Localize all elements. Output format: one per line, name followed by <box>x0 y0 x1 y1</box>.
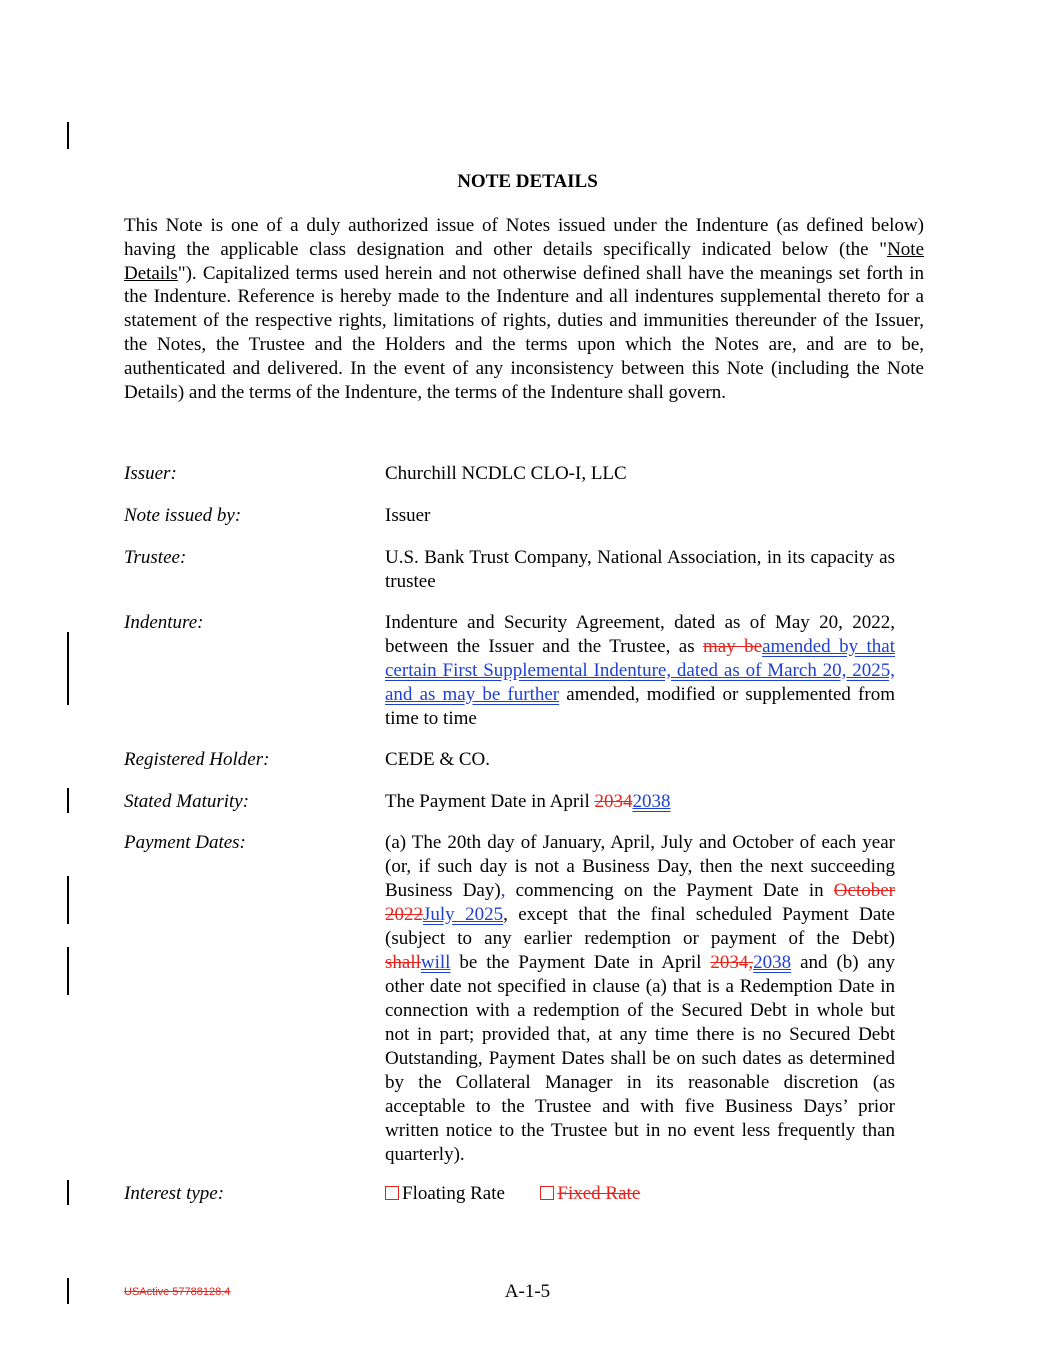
deletion: 2034 <box>594 791 633 812</box>
field-label: Trustee: <box>124 547 187 568</box>
insertion: 2038 <box>632 791 671 812</box>
field-value: Churchill NCDLC CLO-I, LLC <box>385 463 627 484</box>
field-label: Interest type: <box>124 1183 225 1204</box>
defined-term: Note Details <box>124 238 924 284</box>
document-id: USActive 57788128.4 <box>124 1286 231 1298</box>
page-title: NOTE DETAILS <box>457 171 598 192</box>
insertion: , <box>500 880 506 901</box>
option-floating-rate: Floating Rate <box>402 1183 505 1204</box>
field-label: Note issued by: <box>124 505 242 526</box>
intro-paragraph: This Note is one of a duly authorized issue of Notes issued under the Indenture (as defined below) having the applicable class designation and other details specifically indicated below (the "Note Details"). Capitalized terms used herein and not otherwise defined shall have the meanings set forth in the Indenture. Reference is hereby made to the Indenture and all indentures supplemental thereto for a statement of the respective rights, limitations of rights, duties and immunities thereunder of the Issuer, the Notes, the Trustee and the Holders and the terms upon which the Notes are, and are to be, authenticated and delivered. In the event of any inconsistency between this Note (including the Note Details) and the terms of the Indenture, the terms of the Indenture shall govern. <box>124 215 924 403</box>
checkbox-icon[interactable] <box>385 1186 399 1200</box>
checkbox-icon[interactable] <box>540 1186 554 1200</box>
change-bar <box>67 947 69 995</box>
option-fixed-rate: Fixed Rate <box>557 1183 641 1204</box>
insertion: 2038 <box>753 952 792 973</box>
change-bar <box>67 788 69 813</box>
deletion: shall <box>385 952 421 973</box>
field-value: Indenture and Security Agreement, dated as of May 20, 2022, between the Issuer and the Trustee, as may beamended by that certain First Supplemental Indenture, dated as of March 20, 2025, and as may be further amended, modified or supplemented from time to time <box>385 612 896 729</box>
field-value: Issuer <box>385 505 431 526</box>
change-bar <box>67 876 69 924</box>
field-value: U.S. Bank Trust Company, National Association, in its capacity as trustee <box>385 547 895 592</box>
field-value: (a) The 20th day of January, April, July and October of each year (or, if such day is not a Business Day, then the next succeeding Business Day), commencing on the Payment Date in October 2022July 2025, except that the final scheduled Payment Date (subject to any earlier redemption or payment of the Debt) shallwill be the Payment Date in April 2034,2038 and (b) any other date not specified in clause (a) that is a Redemption Date in connection with a redemption of the Secured Debt in whole but not in part; provided that, at any time there is no Secured Debt Outstanding, Payment Dates shall be on such dates as determined by the Collateral Manager in its reasonable discretion (as acceptable to the Trustee and with five Business Days’ prior written notice to the Trustee but in no event less frequently than quarterly). <box>385 832 895 1165</box>
field-label: Stated Maturity: <box>124 791 250 812</box>
change-bar <box>67 1180 69 1205</box>
field-value: CEDE & CO. <box>385 749 491 770</box>
field-value <box>385 1182 895 1206</box>
field-label: Indenture: <box>124 612 204 633</box>
field-label: Registered Holder: <box>124 749 270 770</box>
field-value: The Payment Date in April 20342038 <box>385 791 671 812</box>
field-label: Payment Dates: <box>124 832 246 853</box>
change-bar <box>67 122 69 149</box>
deletion: 2034, <box>710 952 754 973</box>
insertion: will <box>420 952 451 973</box>
deletion: may be <box>703 636 763 657</box>
field-label: Issuer: <box>124 463 177 484</box>
insertion: July 2025 <box>423 904 504 925</box>
deletion: October 2022 <box>385 880 895 925</box>
page-number: A-1-5 <box>504 1281 551 1302</box>
change-bar <box>67 632 69 705</box>
insertion: amended by that certain First Supplemental Indenture, dated as of March 20, 2025, and as may be further <box>385 636 896 705</box>
